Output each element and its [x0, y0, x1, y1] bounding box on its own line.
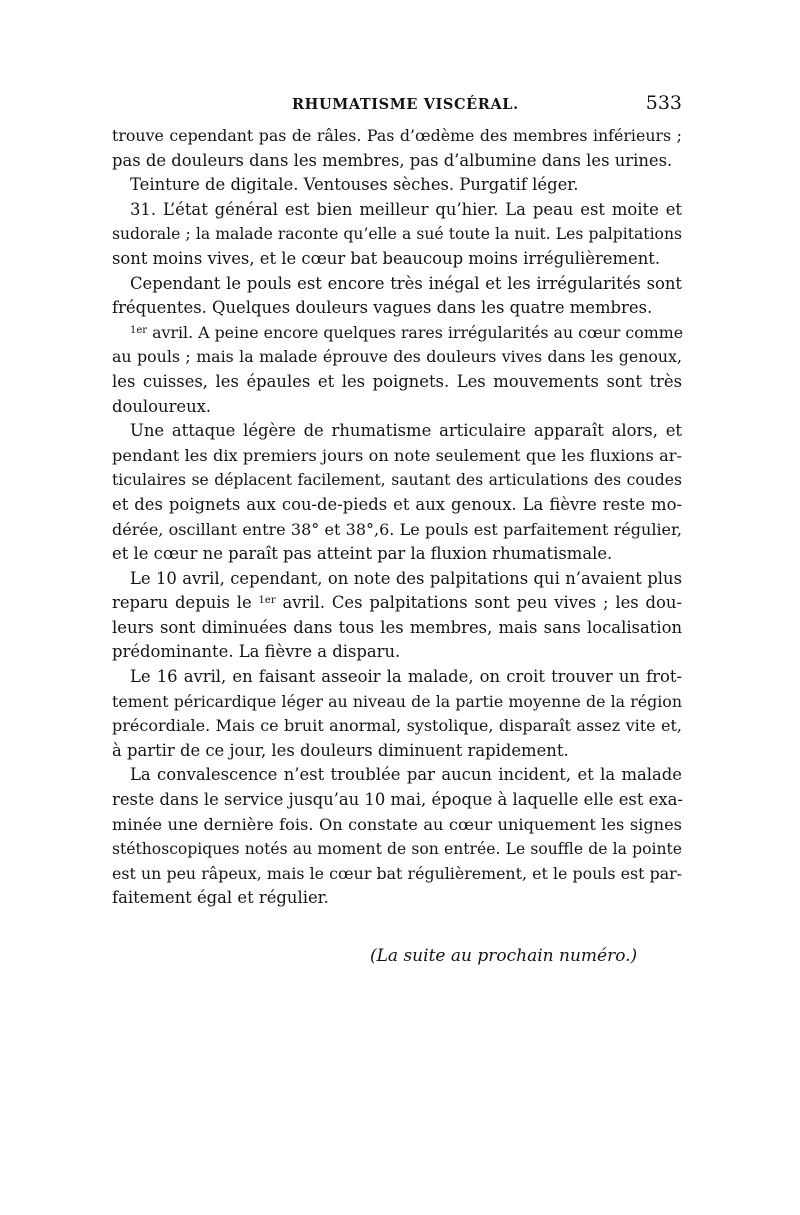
text-line: tement péricardique léger au niveau de la partie moyenne de la région — [112, 691, 682, 711]
text-line: Une attaque légère de rhumatisme articulaire apparaît alors, et — [130, 421, 682, 441]
text-line: au pouls ; mais la malade éprouve des douleurs vives dans les genoux, — [112, 347, 682, 367]
page-header — [112, 92, 682, 118]
text-line: les cuisses, les épaules et les poignets. Les mouvements sont très — [112, 371, 682, 391]
text-line: minée une dernière fois. On constate au cœur uniquement les signes — [112, 814, 682, 834]
text-line: est un peu râpeux, mais le cœur bat régulièrement, et le pouls est par- — [112, 863, 682, 883]
text-line: pas de douleurs dans les membres, pas d’albumine dans les urines. — [112, 150, 673, 170]
text-line: pendant les dix premiers jours on note seulement que les fluxions ar- — [112, 445, 682, 465]
text-span: reparu depuis le — [112, 593, 252, 613]
text-line: sont moins vives, et le cœur bat beaucoup moins irrégulièrement. — [112, 248, 661, 268]
text-line: dérée, oscillant entre 38° et 38°,6. Le pouls est parfaitement régulier, — [112, 519, 682, 539]
text-line: stéthoscopiques notés au moment de son entrée. Le souffle de la pointe — [112, 840, 682, 859]
text-line: sudorale ; la malade raconte qu’elle a sué toute la nuit. Les palpitations — [112, 225, 682, 244]
text-line: fréquentes. Quelques douleurs vagues dans les quatre membres. — [112, 298, 653, 318]
text-line: précordiale. Mais ce bruit anormal, systolique, disparaît assez vite et, — [112, 716, 682, 736]
text-line: ticulaires se déplacent facilement, sautant des articulations des coudes — [112, 471, 682, 490]
text-span: avril. Ces palpitations sont peu vives ; les dou- — [282, 593, 682, 613]
superscript: 1er — [258, 595, 276, 607]
text-line: et le cœur ne paraît pas atteint par la fluxion rhumatismale. — [112, 544, 613, 564]
text-line: faitement égal et régulier. — [112, 888, 329, 908]
text-line: trouve cependant pas de râles. Pas d’œdème des membres inférieurs ; — [112, 126, 682, 145]
text-line: prédominante. La fièvre a disparu. — [112, 642, 401, 662]
text-line: Cependant le pouls est encore très inégal et les irrégularités sont — [130, 273, 682, 293]
text-span: avril. A peine encore quelques rares irrégularités au cœur comme — [152, 322, 684, 342]
text-line: leurs sont diminuées dans tous les membres, mais sans localisation — [112, 617, 682, 637]
text-line — [112, 321, 682, 346]
text-line: à partir de ce jour, les douleurs diminuent rapidement. — [112, 740, 569, 760]
text-line: Teinture de digitale. Ventouses sèches. Purgatif léger. — [130, 175, 579, 195]
text-line: La convalescence n’est troublée par aucun incident, et la malade — [130, 765, 682, 785]
superscript: 1er — [130, 324, 148, 336]
text-line: Le 10 avril, cependant, on note des palpitations qui n’avaient plus — [130, 568, 682, 588]
continuation-note: (La suite au prochain numéro.) — [370, 946, 638, 966]
text-line — [112, 591, 682, 616]
body-text — [112, 124, 682, 911]
text-line: 31. L’état général est bien meilleur qu’hier. La peau est moite et — [130, 199, 682, 219]
text-line: Le 16 avril, en faisant asseoir la malade, on croit trouver un frot- — [130, 667, 682, 687]
page-number: 533 — [645, 92, 682, 114]
text-line: douloureux. — [112, 396, 212, 416]
text-line: reste dans le service jusqu’au 10 mai, époque à laquelle elle est exa- — [112, 790, 683, 810]
text-line: et des poignets aux cou-de-pieds et aux genoux. La fièvre reste mo- — [112, 494, 682, 514]
running-title: RHUMATISME VISCÉRAL. — [292, 96, 519, 113]
